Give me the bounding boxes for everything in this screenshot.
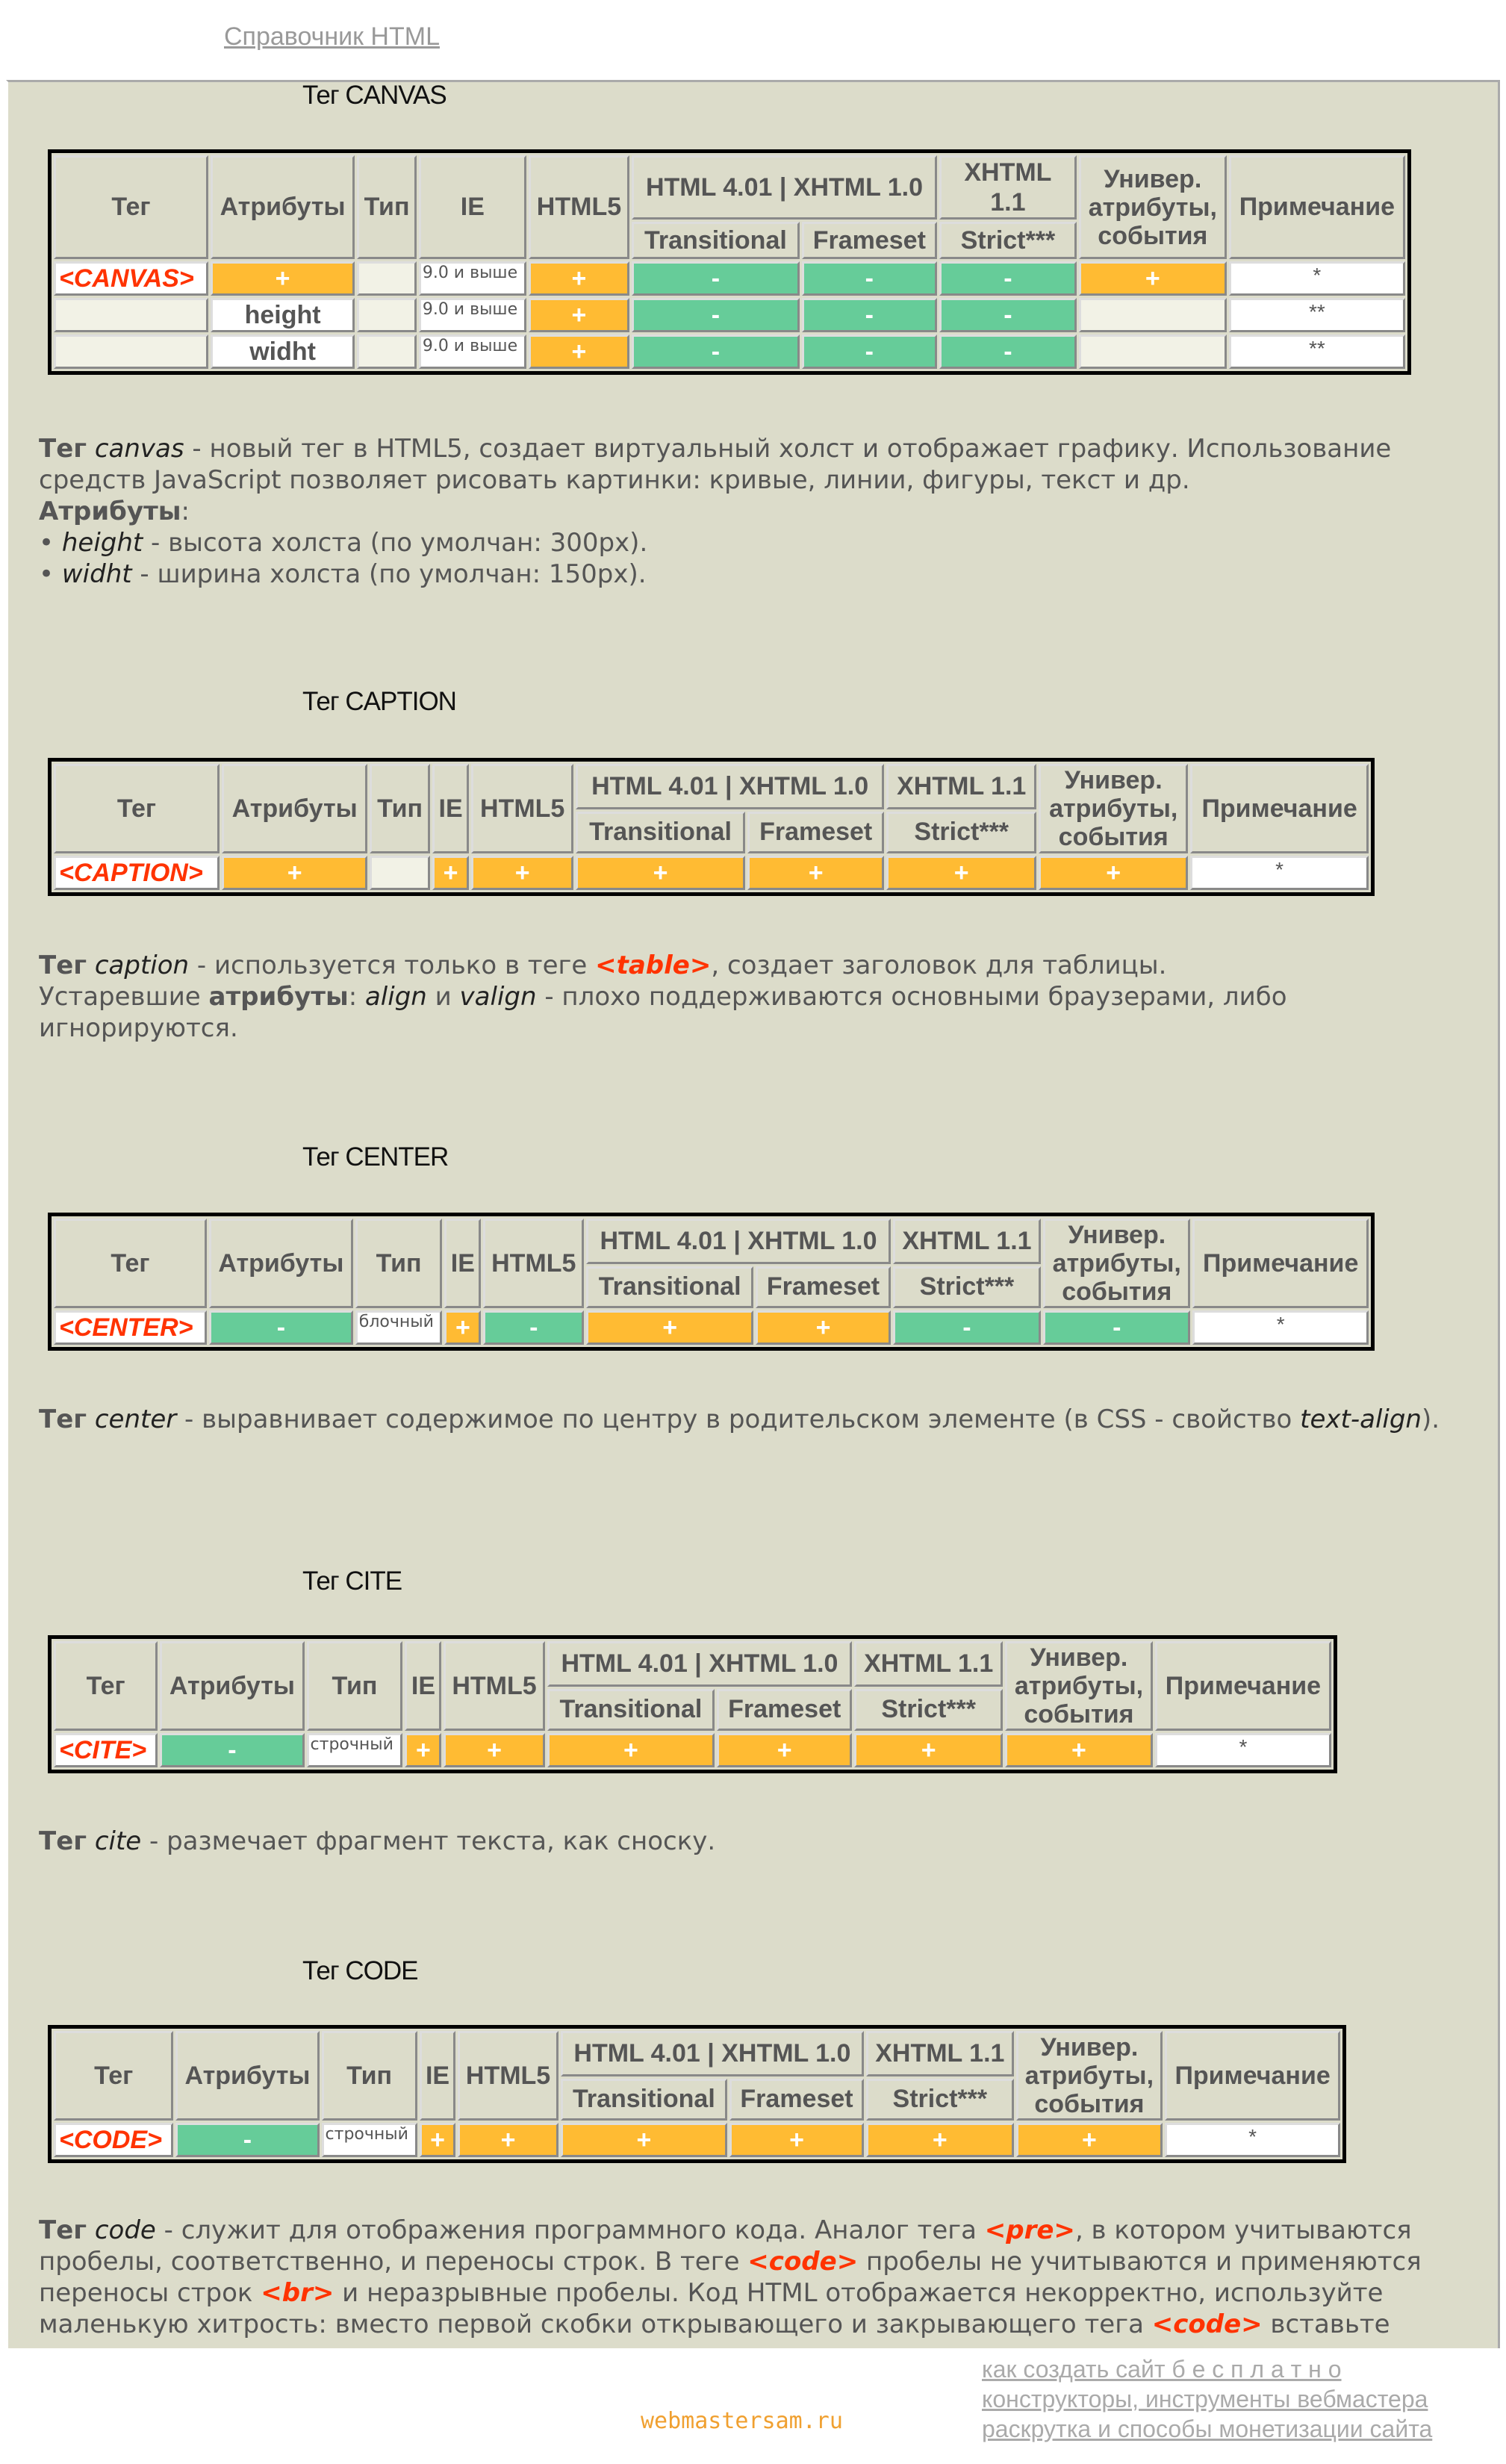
- cell-ie: 9.0 и выше: [419, 261, 526, 296]
- section-title-center: Тег CENTER: [302, 1142, 449, 1172]
- cell-frameset: +: [747, 856, 884, 890]
- col-type: Тип: [357, 155, 417, 259]
- cell-attr: -: [175, 2123, 319, 2157]
- col-xhtml11: XHTML 1.1: [939, 155, 1077, 220]
- col-univ: Универ. атрибуты, события: [1079, 155, 1227, 259]
- col-html5: HTML5: [471, 764, 573, 853]
- cell-html5: +: [458, 2123, 558, 2157]
- col-univ: Универ. атрибуты, события: [1016, 2031, 1163, 2121]
- col-html401: HTML 4.01 | XHTML 1.0: [632, 155, 937, 220]
- code-table: [48, 2025, 1346, 2163]
- cell-frameset: +: [756, 1310, 891, 1345]
- cell-univ: +: [1005, 1733, 1153, 1767]
- cell-tag: <CODE>: [54, 2123, 173, 2157]
- col-frameset: Frameset: [802, 222, 937, 259]
- col-html5: HTML5: [444, 1641, 544, 1731]
- col-transitional: Transitional: [632, 222, 800, 259]
- cell-attr: +: [222, 856, 367, 890]
- cell-type: [357, 335, 417, 369]
- section-title-cite: Тег CITE: [302, 1567, 402, 1596]
- cell-note: *: [1190, 856, 1369, 890]
- col-note: Примечание: [1192, 1219, 1369, 1308]
- col-strict: Strict***: [854, 1689, 1003, 1731]
- cell-note: *: [1229, 261, 1405, 296]
- col-html5: HTML5: [483, 1219, 584, 1308]
- cell-ie: +: [432, 856, 470, 890]
- cell-frameset: -: [802, 298, 937, 332]
- col-html5: HTML5: [458, 2031, 558, 2121]
- cell-strict: -: [939, 261, 1077, 296]
- col-attrs: Атрибуты: [175, 2031, 319, 2121]
- cell-tag: <CAPTION>: [54, 856, 220, 890]
- cell-attr: -: [160, 1733, 304, 1767]
- cell-ie: +: [444, 1310, 481, 1345]
- col-ie: IE: [405, 1641, 441, 1731]
- cell-type: [370, 856, 429, 890]
- cell-univ: -: [1043, 1310, 1190, 1345]
- col-frameset: Frameset: [729, 2079, 864, 2121]
- col-ie: IE: [420, 2031, 456, 2121]
- col-html401: HTML 4.01 | XHTML 1.0: [561, 2031, 864, 2076]
- col-tag: Тег: [54, 2031, 173, 2121]
- cell-ie: +: [420, 2123, 456, 2157]
- footer-link-promotion[interactable]: раскрутка и способы монетизации сайта: [982, 2415, 1433, 2442]
- col-transitional: Transitional: [586, 1266, 753, 1308]
- cell-tag: <CITE>: [54, 1733, 158, 1767]
- cell-note: *: [1192, 1310, 1369, 1345]
- cell-univ: [1079, 335, 1227, 369]
- cell-strict: +: [854, 1733, 1003, 1767]
- col-note: Примечание: [1165, 2031, 1340, 2121]
- col-note: Примечание: [1190, 764, 1369, 853]
- cell-type: строчный: [307, 1733, 403, 1767]
- col-html5: HTML5: [529, 155, 629, 259]
- cell-strict: -: [893, 1310, 1041, 1345]
- col-frameset: Frameset: [756, 1266, 891, 1308]
- cell-transitional: -: [632, 335, 800, 369]
- cell-ie: 9.0 и выше: [419, 298, 526, 332]
- col-univ: Универ. атрибуты, события: [1043, 1219, 1190, 1308]
- col-frameset: Frameset: [747, 812, 884, 853]
- canvas-description: Тег canvas - новый тег в HTML5, создает виртуальный холст и отображает графику. Использование средств JavaScript позволяет рисовать картинки: кривые, линии, фигуры, текст и др. Атрибуты: • height - высота холста (по умолчан: 300px). • widht - ширина холста (по умолчан: 150px).: [39, 434, 1392, 589]
- center-description: Тег center - выравнивает содержимое по центру в родительском элементе (в CSS - свойство text-align).: [39, 1404, 1440, 1434]
- cell-transitional: -: [632, 298, 800, 332]
- cell-html5: -: [483, 1310, 584, 1345]
- cell-type: строчный: [322, 2123, 417, 2157]
- col-frameset: Frameset: [717, 1689, 852, 1731]
- section-title-canvas: Тег CANVAS: [302, 81, 446, 110]
- cell-ie: +: [405, 1733, 441, 1767]
- cell-frameset: -: [802, 261, 937, 296]
- col-attrs: Атрибуты: [160, 1641, 304, 1731]
- col-strict: Strict***: [939, 222, 1077, 259]
- col-type: Тип: [355, 1219, 443, 1308]
- cell-attr: +: [211, 261, 355, 296]
- cell-note: **: [1229, 335, 1405, 369]
- section-title-caption: Тег CAPTION: [302, 687, 456, 716]
- cell-type: [357, 298, 417, 332]
- html-reference-link[interactable]: Справочник HTML: [224, 22, 440, 51]
- cell-strict: +: [886, 856, 1036, 890]
- col-transitional: Transitional: [561, 2079, 727, 2121]
- cite-description: Тег cite - размечает фрагмент текста, как сноску.: [39, 1826, 716, 1856]
- col-strict: Strict***: [893, 1266, 1041, 1308]
- cell-type: блочный: [355, 1310, 443, 1345]
- cite-table: [48, 1635, 1337, 1773]
- code-description: Тег code - служит для отображения программного кода. Аналог тега <pre>, в котором учитываются пробелы, соответственно, и переносы строк. В теге <code> пробелы не учитываются и применяются переносы строк <br> и неразрывные пробелы. Код HTML отображается некорректно, используйте маленькую хитрость: вместо первой скобки открывающего и закрывающего тега <code> вставьте: [39, 2215, 1422, 2339]
- cell-strict: -: [939, 335, 1077, 369]
- cell-note: **: [1229, 298, 1405, 332]
- cell-tag: <CENTER>: [54, 1310, 207, 1345]
- col-note: Примечание: [1155, 1641, 1331, 1731]
- cell-html5: +: [444, 1733, 544, 1767]
- cell-univ: [1079, 298, 1227, 332]
- cell-tag: [54, 335, 208, 369]
- cell-univ: +: [1039, 856, 1188, 890]
- cell-frameset: -: [802, 335, 937, 369]
- cell-html5: +: [529, 261, 629, 296]
- col-tag: Тег: [54, 764, 220, 853]
- cell-html5: +: [529, 335, 629, 369]
- cell-attr: widht: [211, 335, 355, 369]
- cell-transitional: -: [632, 261, 800, 296]
- col-type: Тип: [307, 1641, 403, 1731]
- caption-table: [48, 758, 1375, 896]
- cell-tag: <CANVAS>: [54, 261, 208, 296]
- col-transitional: Transitional: [576, 812, 745, 853]
- cell-univ: +: [1016, 2123, 1163, 2157]
- col-transitional: Transitional: [547, 1689, 715, 1731]
- col-xhtml11: XHTML 1.1: [893, 1219, 1041, 1264]
- cell-type: [357, 261, 417, 296]
- col-strict: Strict***: [866, 2079, 1014, 2121]
- cell-attr: -: [209, 1310, 353, 1345]
- canvas-table: [48, 149, 1411, 375]
- center-table: [48, 1213, 1375, 1351]
- col-xhtml11: XHTML 1.1: [866, 2031, 1014, 2076]
- cell-note: *: [1165, 2123, 1340, 2157]
- cell-attr: height: [211, 298, 355, 332]
- col-univ: Универ. атрибуты, события: [1039, 764, 1188, 853]
- col-univ: Универ. атрибуты, события: [1005, 1641, 1153, 1731]
- col-ie: IE: [432, 764, 470, 853]
- col-ie: IE: [444, 1219, 481, 1308]
- section-title-code: Тег CODE: [302, 1956, 418, 1985]
- cell-univ: +: [1079, 261, 1227, 296]
- cell-tag: [54, 298, 208, 332]
- col-html401: HTML 4.01 | XHTML 1.0: [586, 1219, 891, 1264]
- col-note: Примечание: [1229, 155, 1405, 259]
- cell-transitional: +: [576, 856, 745, 890]
- col-html401: HTML 4.01 | XHTML 1.0: [547, 1641, 853, 1687]
- col-tag: Тег: [54, 1219, 207, 1308]
- cell-html5: +: [529, 298, 629, 332]
- cell-frameset: +: [717, 1733, 852, 1767]
- col-attrs: Атрибуты: [209, 1219, 353, 1308]
- col-html401: HTML 4.01 | XHTML 1.0: [576, 764, 884, 809]
- col-tag: Тег: [54, 155, 208, 259]
- site-name: webmastersam.ru: [641, 2408, 843, 2434]
- col-xhtml11: XHTML 1.1: [854, 1641, 1003, 1687]
- cell-html5: +: [471, 856, 573, 890]
- cell-frameset: +: [729, 2123, 864, 2157]
- cell-transitional: +: [586, 1310, 753, 1345]
- footer-links: [982, 2354, 1432, 2444]
- col-xhtml11: XHTML 1.1: [886, 764, 1036, 809]
- cell-strict: +: [866, 2123, 1014, 2157]
- col-ie: IE: [419, 155, 526, 259]
- col-attrs: Атрибуты: [222, 764, 367, 853]
- cell-strict: -: [939, 298, 1077, 332]
- col-strict: Strict***: [886, 812, 1036, 853]
- cell-transitional: +: [561, 2123, 727, 2157]
- footer-link-tools[interactable]: конструкторы, инструменты вебмастера: [982, 2386, 1428, 2412]
- cell-transitional: +: [547, 1733, 715, 1767]
- col-type: Тип: [322, 2031, 417, 2121]
- cell-note: *: [1155, 1733, 1331, 1767]
- col-attrs: Атрибуты: [211, 155, 355, 259]
- col-type: Тип: [370, 764, 429, 853]
- cell-ie: 9.0 и выше: [419, 335, 526, 369]
- footer-link-free-site[interactable]: как создать сайт б е с п л а т н о: [982, 2356, 1342, 2383]
- col-tag: Тег: [54, 1641, 158, 1731]
- caption-description: Тег caption - используется только в теге <table>, создает заголовок для таблицы. Устаревшие атрибуты: align и valign - плохо поддерживаются основными браузерами, либо игнорируются.: [39, 951, 1287, 1043]
